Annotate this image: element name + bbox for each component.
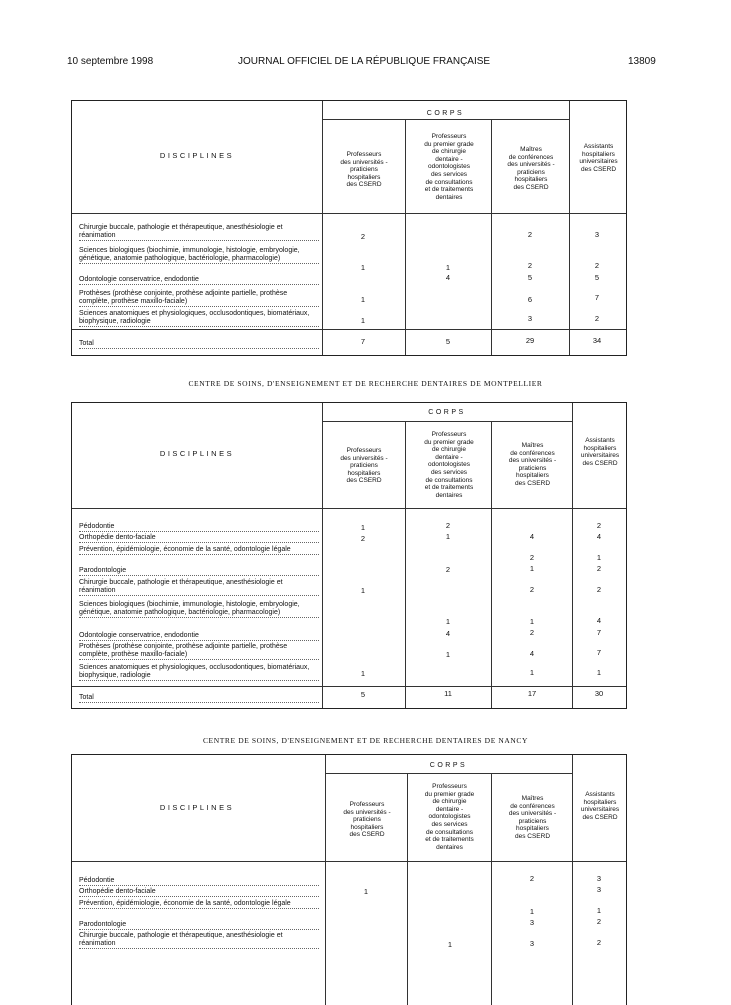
total-row: Total	[79, 694, 319, 703]
table-row: Chirurgie buccale, pathologie et thérapeutique, anesthésiologie et réanimation	[79, 579, 319, 596]
total-value: 11	[444, 689, 452, 698]
cell-value: 1	[360, 263, 366, 272]
cell-value: 3	[594, 230, 600, 239]
table-row: Odontologie conservatrice, endodontie	[79, 632, 319, 641]
cell-value: 2	[529, 585, 535, 594]
table-row: Prévention, épidémiologie, économie de la santé, odontologie légale	[79, 900, 319, 909]
table-row: Sciences biologiques (biochimie, immunologie, histologie, embryologie, génétique, anatomie pathologique, bactériologie, pharmacologie)	[79, 247, 319, 264]
table-row: Orthopédie dento-faciale	[79, 888, 319, 897]
corps-heading: CORPS	[429, 762, 468, 769]
cell-value: 2	[596, 564, 602, 573]
col-header-professeurs-premier-grade: Professeurs du premier grade de chirurgie dentaire - odontologistes des services de consultations et de traitements dentaires	[424, 431, 474, 499]
cell-value: 7	[596, 628, 602, 637]
table-row: Orthopédie dento-faciale	[79, 534, 319, 543]
col-header-professeurs: Professeurs des universités - praticiens hospitaliers des CSERD	[340, 447, 388, 485]
cell-value: 1	[529, 668, 535, 677]
cell-value: 2	[445, 565, 451, 574]
corps-heading: CORPS	[426, 110, 465, 117]
table-3	[71, 754, 627, 1005]
cell-value: 2	[596, 521, 602, 530]
cell-value: 1	[360, 523, 366, 532]
cell-value: 2	[596, 585, 602, 594]
table-1	[71, 100, 627, 356]
cell-value: 3	[529, 939, 535, 948]
cell-value: 1	[360, 295, 366, 304]
disciplines-heading: DISCIPLINES	[159, 803, 235, 812]
cell-value: 2	[529, 553, 535, 562]
cell-value: 2	[594, 314, 600, 323]
cell-value: 3	[596, 874, 602, 883]
total-value: 5	[360, 690, 366, 699]
table-row: Parodontologie	[79, 567, 319, 576]
table-row: Odontologie conservatrice, endodontie	[79, 276, 319, 285]
cell-value: 7	[594, 293, 600, 302]
total-value: 34	[592, 336, 602, 345]
cell-value: 5	[594, 273, 600, 282]
table-row: Chirurgie buccale, pathologie et thérapeutique, anesthésiologie et réanimation	[79, 932, 319, 949]
disciplines-heading: DISCIPLINES	[159, 449, 235, 458]
table-2	[71, 402, 627, 709]
table-row: Sciences biologiques (biochimie, immunologie, histologie, embryologie, génétique, anatomie pathologique, bactériologie, pharmacologie)	[79, 601, 319, 618]
col-header-professeurs-premier-grade: Professeurs du premier grade de chirurgie dentaire - odontologistes des services de consultations et de traitements dentaires	[424, 133, 474, 201]
table-row: Sciences anatomiques et physiologiques, occlusodontiques, biomatériaux, biophysique, radiologie	[79, 664, 319, 681]
total-value: 29	[525, 336, 535, 345]
cell-value: 7	[596, 648, 602, 657]
cell-value: 1	[445, 617, 451, 626]
cell-value: 4	[529, 649, 535, 658]
cell-value: 4	[445, 273, 451, 282]
col-header-assistants: Assistants hospitaliers universitaires des CSERD	[580, 437, 620, 467]
cell-value: 4	[445, 629, 451, 638]
table-row: Pédodontie	[79, 877, 319, 886]
col-header-professeurs: Professeurs des universités - praticiens hospitaliers des CSERD	[340, 151, 388, 189]
total-value: 5	[445, 337, 451, 346]
cell-value: 1	[596, 906, 602, 915]
cell-value: 3	[527, 314, 533, 323]
cell-value: 5	[527, 273, 533, 282]
cell-value: 2	[527, 261, 533, 270]
cell-value: 2	[596, 938, 602, 947]
col-header-maitres: Maîtres de conférences des universités - praticiens hospitaliers des CSERD	[508, 442, 557, 487]
cell-value: 1	[363, 887, 369, 896]
cell-value: 1	[445, 650, 451, 659]
cell-value: 6	[527, 295, 533, 304]
col-header-assistants: Assistants hospitaliers universitaires des CSERD	[580, 791, 620, 821]
corps-heading: CORPS	[428, 409, 466, 416]
header-page-number: 13809	[628, 56, 656, 67]
cell-value: 1	[596, 668, 602, 677]
cell-value: 1	[447, 940, 453, 949]
table-row: Pédodontie	[79, 523, 319, 532]
table-row: Prothèses (prothèse conjointe, prothèse adjointe partielle, prothèse complète, prothèse maxillo-faciale)	[79, 643, 319, 660]
section-caption-montpellier: CENTRE DE SOINS, D'ENSEIGNEMENT ET DE RECHERCHE DENTAIRES DE MONTPELLIER	[188, 379, 543, 388]
cell-value: 1	[529, 617, 535, 626]
cell-value: 3	[596, 885, 602, 894]
cell-value: 2	[527, 230, 533, 239]
cell-value: 1	[596, 553, 602, 562]
cell-value: 2	[529, 628, 535, 637]
cell-value: 1	[360, 316, 366, 325]
cell-value: 2	[596, 917, 602, 926]
cell-value: 3	[529, 918, 535, 927]
cell-value: 2	[360, 534, 366, 543]
table-row: Prothèses (prothèse conjointe, prothèse adjointe partielle, prothèse complète, prothèse maxillo-faciale)	[79, 290, 319, 307]
cell-value: 2	[529, 874, 535, 883]
table-row: Parodontologie	[79, 921, 319, 930]
header-date: 10 septembre 1998	[67, 56, 154, 67]
col-header-assistants: Assistants hospitaliers universitaires des CSERD	[579, 143, 618, 173]
total-value: 30	[594, 689, 604, 698]
col-header-maitres: Maîtres de conférences des universités - praticiens hospitaliers des CSERD	[507, 146, 555, 191]
cell-value: 2	[445, 521, 451, 530]
cell-value: 1	[529, 907, 535, 916]
cell-value: 2	[360, 232, 366, 241]
cell-value: 4	[596, 616, 602, 625]
total-row: Total	[79, 340, 319, 349]
table-row: Sciences anatomiques et physiologiques, occlusodontiques, biomatériaux, biophysique, radiologie	[79, 310, 319, 327]
cell-value: 1	[360, 586, 366, 595]
table-row: Prévention, épidémiologie, économie de la santé, odontologie légale	[79, 546, 319, 555]
col-header-professeurs-premier-grade: Professeurs du premier grade de chirurgie dentaire - odontologistes des services de consultations et de traitements dentaires	[424, 783, 475, 851]
total-value: 17	[527, 689, 537, 698]
cell-value: 1	[529, 564, 535, 573]
cell-value: 1	[445, 263, 451, 272]
header-journal-title: JOURNAL OFFICIEL DE LA RÉPUBLIQUE FRANÇAISE	[238, 56, 491, 67]
cell-value: 2	[594, 261, 600, 270]
total-value: 7	[360, 337, 366, 346]
col-header-professeurs: Professeurs des universités - praticiens hospitaliers des CSERD	[343, 801, 391, 839]
cell-value: 4	[596, 532, 602, 541]
disciplines-heading: DISCIPLINES	[159, 151, 235, 160]
cell-value: 4	[529, 532, 535, 541]
cell-value: 1	[360, 669, 366, 678]
cell-value: 1	[445, 532, 451, 541]
col-header-maitres: Maîtres de conférences des universités - praticiens hospitaliers des CSERD	[508, 795, 557, 840]
table-row: Chirurgie buccale, pathologie et thérapeutique, anesthésiologie et réanimation	[79, 224, 319, 241]
section-caption-nancy: CENTRE DE SOINS, D'ENSEIGNEMENT ET DE RECHERCHE DENTAIRES DE NANCY	[202, 736, 529, 745]
